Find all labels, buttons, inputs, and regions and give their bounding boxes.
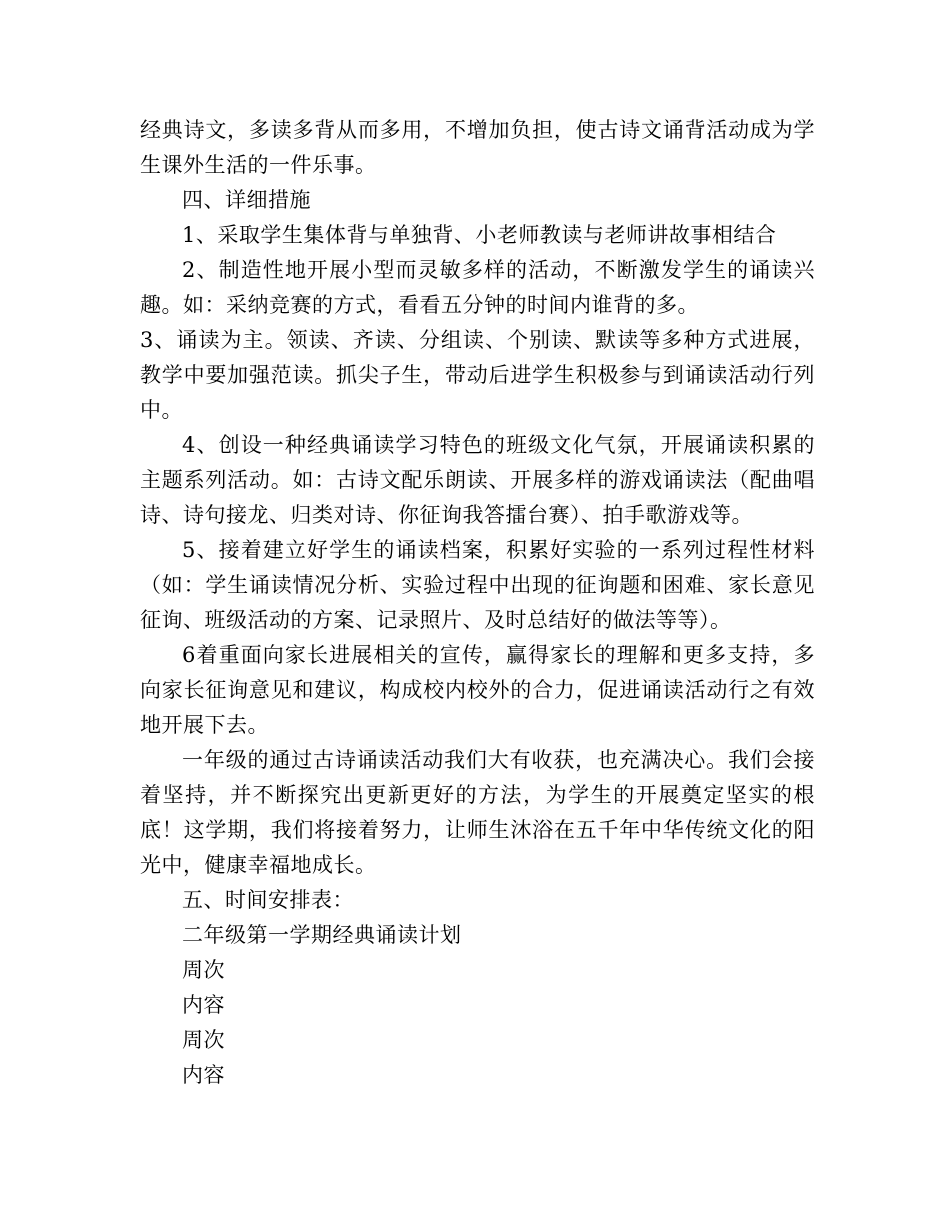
measure-item-5: 5、接着建立好学生的诵读档案，积累好实验的一系列过程性材料（如：学生诵读情况分析、实验过程中出现的征询题和困难、家长意见征询、班级活动的方案、记录照片、及时总结好的做法等等）。 [140,538,815,632]
paragraph-intro-continuation: 经典诗文，多读多背从而多用，不增加负担，使古诗文诵背活动成为学生课外生活的一件乐事。 [140,118,815,177]
schedule-header-content-2: 内容 [182,1063,225,1087]
measure-item-3: 3、诵读为主。领读、齐读、分组读、个别读、默读等多种方式进展，教学中要加强范读。抓尖子生，带动后进学生积极参与到诵读活动行列中。 [140,328,815,422]
schedule-header-week: 周次 [182,958,225,982]
schedule-title: 二年级第一学期经典诵读计划 [182,923,462,947]
section-heading-schedule: 五、时间安排表： [182,888,354,912]
document-page [140,113,815,1093]
schedule-header-content: 内容 [182,993,225,1017]
measure-item-6: 6着重面向家长进展相关的宣传，赢得家长的理解和更多支持，多向家长征询意见和建议，构成校内校外的合力，促进诵读活动行之有效地开展下去。 [140,643,815,737]
summary-paragraph: 一年级的通过古诗诵读活动我们大有收获，也充满决心。我们会接着坚持，并不断探究出更新更好的方法，为学生的开展奠定坚实的根底！这学期，我们将接着努力，让师生沐浴在五千年中华传统文化的阳光中，健康幸福地成长。 [140,748,815,877]
measure-item-2: 2、制造性地开展小型而灵敏多样的活动，不断激发学生的诵读兴趣。如：采纳竞赛的方式，看看五分钟的时间内谁背的多。 [140,258,815,317]
schedule-header-week-2: 周次 [182,1028,225,1052]
measure-item-4: 4、创设一种经典诵读学习特色的班级文化气氛，开展诵读积累的主题系列活动。如：古诗文配乐朗读、开展多样的游戏诵读法（配曲唱诗、诗句接龙、归类对诗、你征询我答擂台赛）、拍手歌游戏等。 [140,433,815,527]
section-heading-measures: 四、详细措施 [182,188,311,212]
measure-item-1: 1、采取学生集体背与单独背、小老师教读与老师讲故事相结合 [182,223,777,247]
